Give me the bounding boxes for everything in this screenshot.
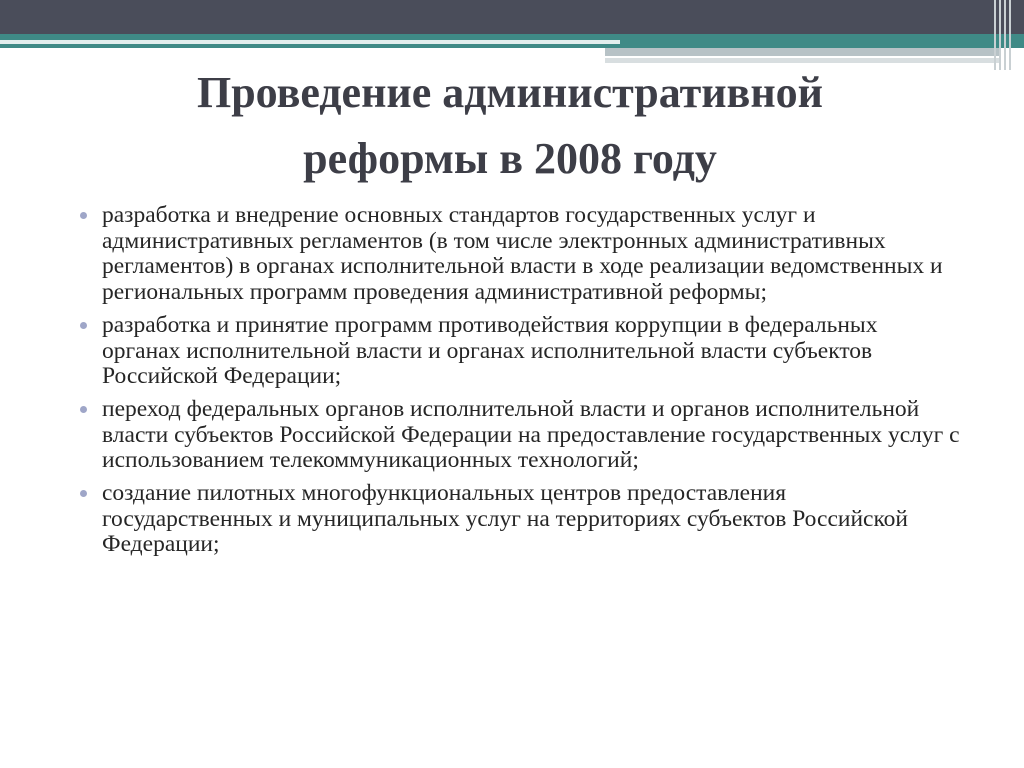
slide-title-line-2: реформы в 2008 году [303, 134, 717, 183]
header-white-stripe [0, 40, 620, 44]
slide-title-line-1: Проведение административной [196, 68, 824, 117]
header-dark-bar [0, 0, 1024, 34]
bullet-dot-icon [80, 212, 87, 219]
bullet-item [80, 203, 960, 306]
slide-title [90, 60, 930, 192]
bullet-item [80, 481, 960, 558]
bullet-text: переход федеральных органов исполнительной власти и органов исполнительной власти субъектов Российской Федерации на предоставление государственных услуг с использованием телекоммуникационных технологий; [102, 395, 960, 474]
bullet-text: разработка и внедрение основных стандартов государственных услуг и административных регламентов (в том числе электронных административных регламентов) в органах исполнительной власти в ходе реализации ведомственных и региональных программ проведения административной реформы; [102, 202, 943, 306]
bullet-list [80, 203, 960, 565]
bullet-dot-icon [80, 322, 87, 329]
bullet-dot-icon [80, 406, 87, 413]
bullet-item [80, 313, 960, 390]
corner-decoration [990, 0, 1024, 70]
bullet-text: создание пилотных многофункциональных центров предоставления государственных и муниципальных услуг на территориях субъектов Российской Федерации; [102, 480, 909, 558]
bullet-item [80, 397, 960, 474]
header-grey-stripe [605, 48, 1000, 56]
bullet-text: разработка и принятие программ противодействия коррупции в федеральных органах исполнительной власти и органах исполнительной власти субъектов Российской Федерации; [102, 311, 878, 390]
bullet-dot-icon [80, 490, 87, 497]
